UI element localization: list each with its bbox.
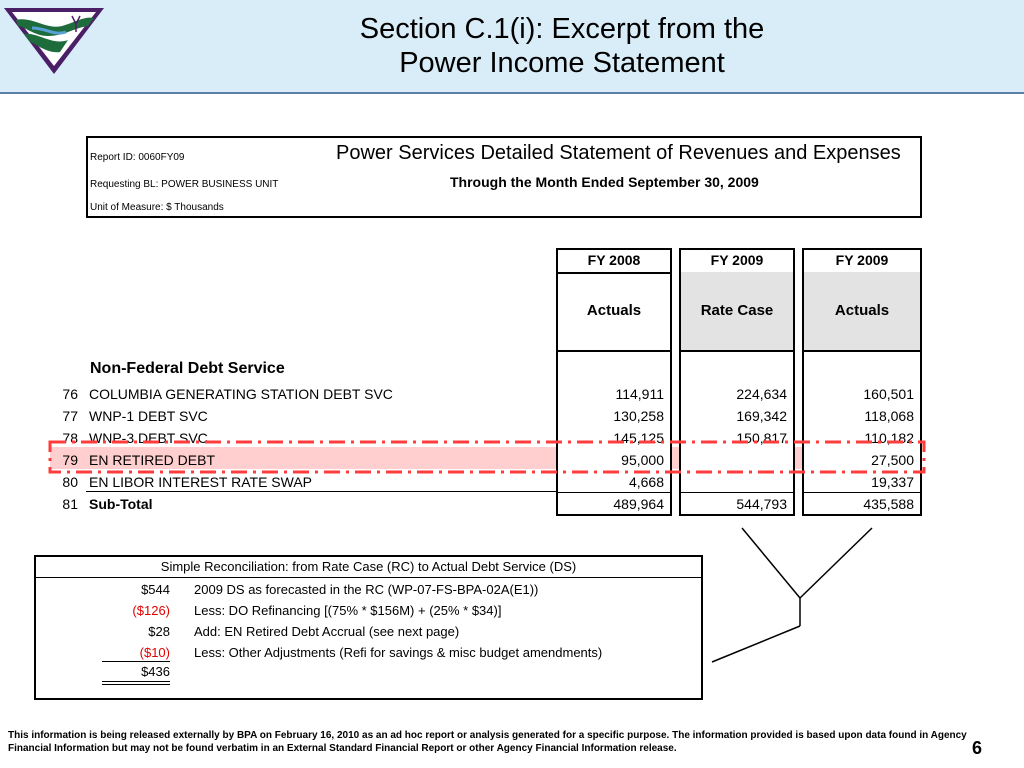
bracket-connector [708,524,876,666]
recon-double-underline [102,684,170,685]
row-label: EN RETIRED DEBT [89,452,216,468]
column-year: FY 2009 [681,250,793,274]
table-cell: 224,634 [736,386,787,402]
row-number: 76 [62,386,78,402]
recon-total: $436 [141,664,170,679]
slide-title [0,12,1024,80]
section-heading: Non-Federal Debt Service [90,360,285,377]
subtotal-rule [86,491,556,492]
page-number: 6 [972,738,983,758]
table-cell: 118,068 [864,408,914,424]
column-sub: Actuals [804,272,920,352]
row-label: WNP-1 DEBT SVC [89,408,208,424]
table-cell: 114,911 [615,386,664,402]
column-year: FY 2008 [558,250,670,274]
recon-underline [102,661,170,662]
row-number: 77 [62,408,78,424]
unit-of-measure: Unit of Measure: $ Thousands [90,202,224,213]
recon-amount: $544 [141,582,170,597]
report-info-box [86,136,922,218]
table-cell: 160,501 [863,386,914,402]
table-cell: 169,342 [736,408,787,424]
row-label: WNP-3 DEBT SVC [89,430,208,446]
row-label-subtotal: Sub-Total [89,496,153,512]
recon-desc: Less: DO Refinancing [(75% * $156M) + (25% * $34)] [194,603,502,618]
table-cell: 27,500 [871,452,914,468]
table-cell: 489,964 [613,496,664,512]
recon-desc: Add: EN Retired Debt Accrual (see next page) [194,624,460,639]
column-year: FY 2009 [804,250,920,274]
reconciliation-title: Simple Reconciliation: from Rate Case (RC) to Actual Debt Service (DS) [36,557,701,578]
row-number: 81 [62,496,78,512]
report-period: Through the Month Ended September 30, 2009 [450,174,759,190]
recon-desc: 2009 DS as forecasted in the RC (WP-07-FS-BPA-02A(E1)) [194,582,539,597]
column-sub: Actuals [558,272,670,352]
recon-amount: ($10) [139,645,170,660]
recon-desc: Less: Other Adjustments (Refi for savings & misc budget amendments) [194,645,603,660]
reconciliation-box [34,555,703,700]
recon-amount: ($126) [132,603,170,618]
table-cell: 150,817 [736,430,787,446]
recon-amount: $28 [148,624,170,639]
table-cell: 19,337 [871,474,914,490]
table-cell: 4,668 [628,474,664,490]
column-fy2008-actuals [556,248,672,516]
row-label: COLUMBIA GENERATING STATION DEBT SVC [89,386,393,402]
table-cell: 435,588 [863,496,914,512]
subtotal-divider [558,492,670,493]
slide-title-line1: Section C.1(i): Excerpt from the [359,13,765,45]
recon-double-underline [102,681,170,682]
column-fy2009-actuals [802,248,922,516]
subtotal-divider [681,492,793,493]
report-id: Report ID: 0060FY09 [90,152,185,163]
slide-header [0,0,1024,94]
table-cell: 95,000 [621,452,664,468]
subtotal-divider [804,492,920,493]
table-cell: 130,258 [613,408,664,424]
column-sub: Rate Case [681,272,793,352]
table-cell: 544,793 [736,496,787,512]
row-number: 79 [62,452,78,468]
requesting-bl: Requesting BL: POWER BUSINESS UNIT [90,179,279,190]
report-title: Power Services Detailed Statement of Revenues and Expenses [336,142,901,164]
table-cell: 110,182 [864,430,914,446]
row-number: 80 [62,474,78,490]
table-cell: 145,125 [613,430,664,446]
row-number: 78 [62,430,78,446]
slide-title-line2: Power Income Statement [399,47,725,79]
footer-disclaimer: This information is being released externally by BPA on February 16, 2010 as an ad hoc report or analysis generated for a specific purpose. The information provided is based upon data found in Agency Financial Information but may not be found verbatim in an External Standard Financial Report or other Agency Financial Information release. [8,730,967,754]
row-label: EN LIBOR INTEREST RATE SWAP [89,474,313,490]
column-fy2009-rate-case [679,248,795,516]
